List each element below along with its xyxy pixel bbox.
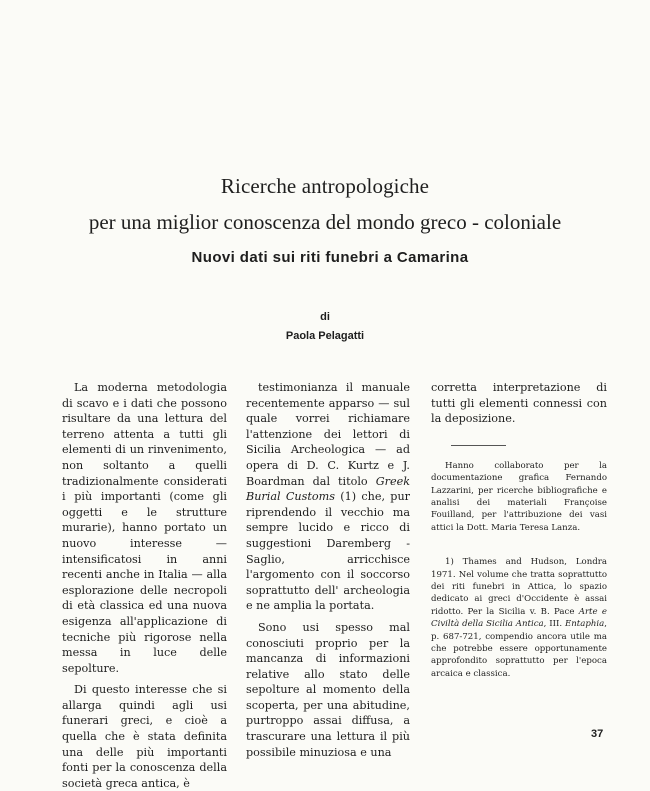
text-run: 1) Thames and Hudson, Londra 1971. Nel volume che tratta soprattutto dei riti funebri in Attica, lo spazio dedicato ai greci d'Occidente è assai ridotto. Per la Sicilia v. B. Pace — [431, 557, 607, 617]
text-run: (1) che, pur riprendendo il vecchio ma sempre lucido e ricco di suggestioni Daremberg - Saglio, arricchisce l'argomento con il soccorso soprattutto dell' archeologia e ne amplia la portata. — [246, 490, 410, 613]
paragraph — [246, 380, 410, 614]
byline-di: di — [320, 311, 330, 323]
chapter-title: Entaphia — [564, 619, 605, 630]
book-title: Arte e Civiltà della Sicilia Antica — [431, 606, 607, 630]
collaboration-note: Hanno collaborato per la documentazione grafica Fernando Lazzarini, per ricerche bibliografiche e analisi dei materiali Françoise Fouilland, per l'attribuzione dei vasi attici la Dott. Maria Teresa Lanza. — [431, 460, 607, 533]
footnotes — [431, 460, 607, 681]
footnote-divider — [451, 445, 506, 446]
column-3 — [431, 380, 607, 680]
column-1 — [62, 380, 227, 791]
paragraph: La moderna metodologia di scavo e i dati che possono risultare da una lettura del terreno attenta a tutti gli elementi di un rinvenimento, non soltanto a quelli tradizionalmente considerati i più importanti (come gli oggetti e le strutture murarie), hanno portato un nuovo interesse — intensificatosi in anni recenti anche in Italia — alla esplorazione delle necropoli di età classica ed una nuova esigenza all'applicazione di tecniche più rigorose nella messa in luce delle sepolture. — [62, 381, 227, 675]
text-run: , p. 687-721, compendio ancora utile ma che potrebbe essere opportunamente approfondito soprattutto per l'epoca arcaica e classica. — [431, 619, 607, 679]
paragraph: Sono usi spesso mal conosciuti proprio per la mancanza di informazioni relative allo stato delle sepolture al momento della scoperta, per una abitudine, purtroppo assai diffusa, a trascurare una lettura il più possibile minuziosa e una — [246, 620, 410, 759]
article-title-line-1: Ricerche antropologiche — [220, 174, 430, 198]
column-2 — [246, 380, 410, 760]
author-name: Paola Pelagatti — [285, 330, 365, 342]
article-title-line-2: per una miglior conoscenza del mondo greco - coloniale — [88, 210, 562, 234]
paragraph: corretta interpretazione di tutti gli elementi connessi con la deposizione. — [431, 381, 607, 426]
paragraph: Di questo interesse che si allarga quindi agli usi funerari greci, e cioè a quella che è stata definita una delle più importanti fonti per la conoscenza della società greca antica, è — [62, 683, 227, 790]
text-run: testimonianza il manuale recentemente apparso — sul quale vorrei richiamare l'attenzione dei lettori di Sicilia Archeologica — ad opera di D. C. Kurtz e J. Boardman dal titolo — [246, 381, 410, 488]
text-run: , III. — [543, 619, 565, 630]
page-number: 37 — [591, 728, 604, 740]
article-subtitle: Nuovi dati sui riti funebri a Camarina — [191, 249, 469, 266]
footnote-1 — [431, 556, 607, 680]
book-title: Greek Burial Customs — [246, 474, 410, 504]
